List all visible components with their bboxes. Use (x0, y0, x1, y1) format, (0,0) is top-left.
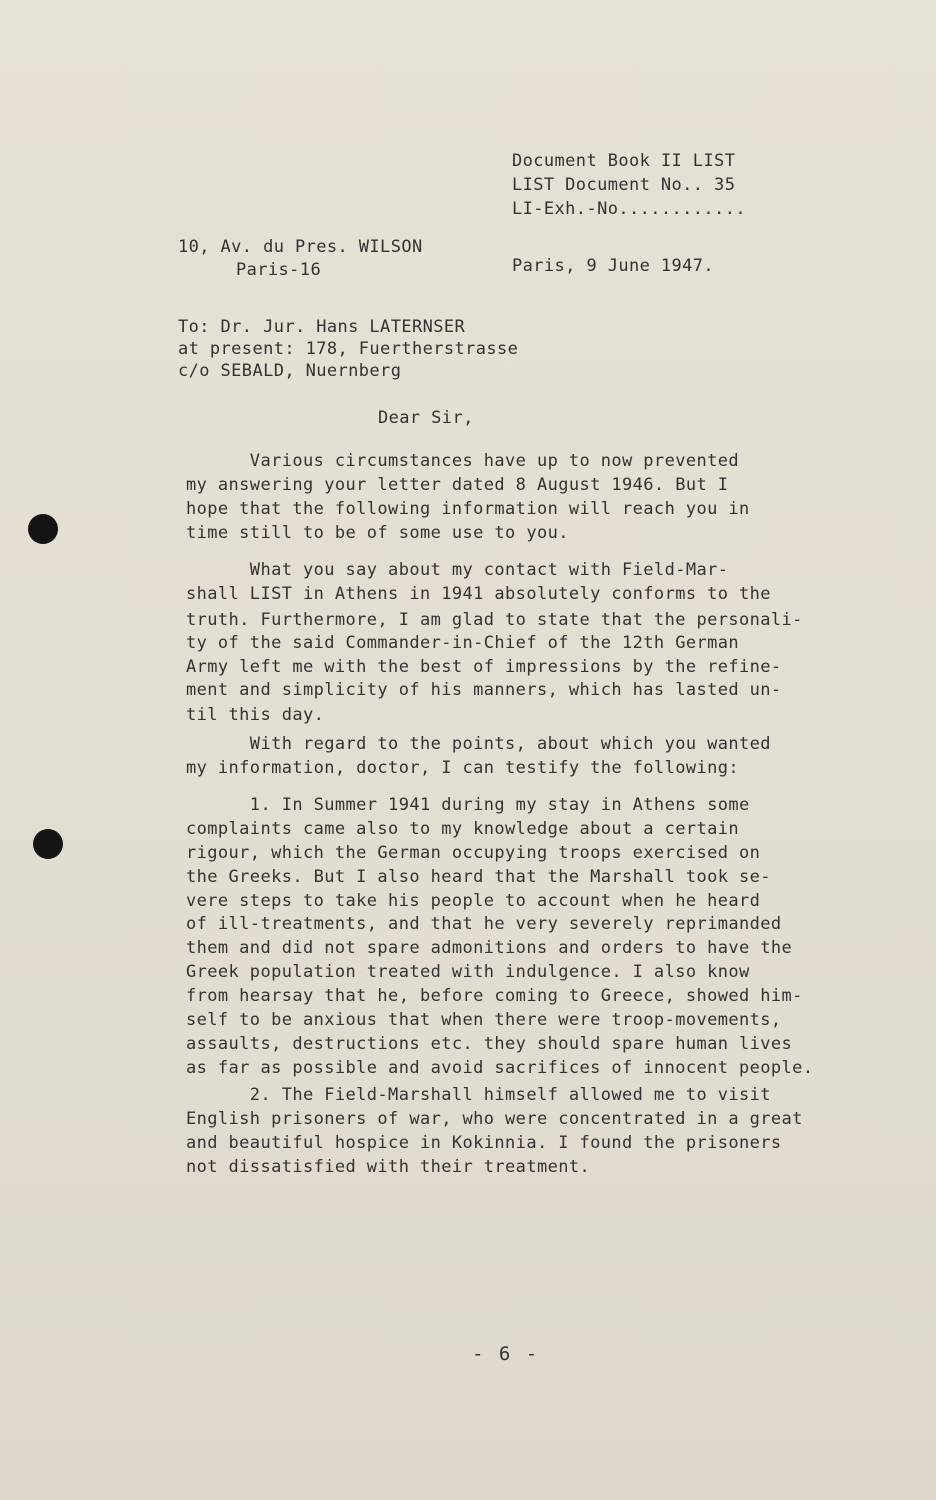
body-line: and beautiful hospice in Kokinnia. I found the prisoners (186, 1133, 782, 1153)
body-line: truth. Furthermore, I am glad to state that the personali- (186, 610, 803, 630)
body-line: shall LIST in Athens in 1941 absolutely conforms to the (186, 584, 771, 604)
body-line: as far as possible and avoid sacrifices of innocent people. (186, 1058, 814, 1078)
body-line: What you say about my contact with Field-Mar- (186, 560, 729, 580)
reference-line: LI-Exh.-No............ (512, 199, 746, 219)
body-line: ment and simplicity of his manners, which has lasted un- (186, 680, 782, 700)
sender-address-line: Paris-16 (236, 260, 322, 280)
body-line: from hearsay that he, before coming to Greece, showed him- (186, 986, 803, 1006)
recipient-line: To: Dr. Jur. Hans LATERNSER (178, 317, 466, 337)
body-line: not dissatisfied with their treatment. (186, 1157, 591, 1177)
body-line: 1. In Summer 1941 during my stay in Athens some (186, 795, 750, 815)
recipient-line: c/o SEBALD, Nuernberg (178, 361, 402, 381)
letter-date: Paris, 9 June 1947. (512, 256, 715, 276)
reference-line: Document Book II LIST (512, 151, 736, 171)
punch-hole-top (28, 514, 58, 544)
body-line: Greek population treated with indulgence. I also know (186, 962, 750, 982)
body-line: English prisoners of war, who were concentrated in a great (186, 1109, 803, 1129)
body-line: complaints came also to my knowledge about a certain (186, 819, 740, 839)
body-line: til this day. (186, 705, 325, 725)
body-line: them and did not spare admonitions and orders to have the (186, 938, 793, 958)
body-line: 2. The Field-Marshall himself allowed me to visit (186, 1085, 771, 1105)
sender-address-line: 10, Av. du Pres. WILSON (178, 237, 423, 257)
body-line: assaults, destructions etc. they should spare human lives (186, 1034, 793, 1054)
body-line: the Greeks. But I also heard that the Marshall took se- (186, 867, 771, 887)
punch-hole-bottom (33, 829, 63, 859)
reference-line: LIST Document No.. 35 (512, 175, 736, 195)
body-line: my information, doctor, I can testify the following: (186, 758, 740, 778)
salutation: Dear Sir, (378, 408, 474, 428)
body-line: With regard to the points, about which you wanted (186, 734, 771, 754)
recipient-line: at present: 178, Fuertherstrasse (178, 339, 519, 359)
body-line: Various circumstances have up to now prevented (186, 451, 740, 471)
body-line: vere steps to take his people to account when he heard (186, 891, 761, 911)
page-number: - 6 - (472, 1343, 540, 1365)
body-line: Army left me with the best of impressions by the refine- (186, 657, 782, 677)
body-line: rigour, which the German occupying troops exercised on (186, 843, 761, 863)
body-line: self to be anxious that when there were troop-movements, (186, 1010, 782, 1030)
body-line: of ill-treatments, and that he very severely reprimanded (186, 914, 782, 934)
body-line: my answering your letter dated 8 August 1946. But I (186, 475, 729, 495)
body-line: time still to be of some use to you. (186, 523, 569, 543)
body-line: ty of the said Commander-in-Chief of the 12th German (186, 633, 740, 653)
body-line: hope that the following information will reach you in (186, 499, 750, 519)
